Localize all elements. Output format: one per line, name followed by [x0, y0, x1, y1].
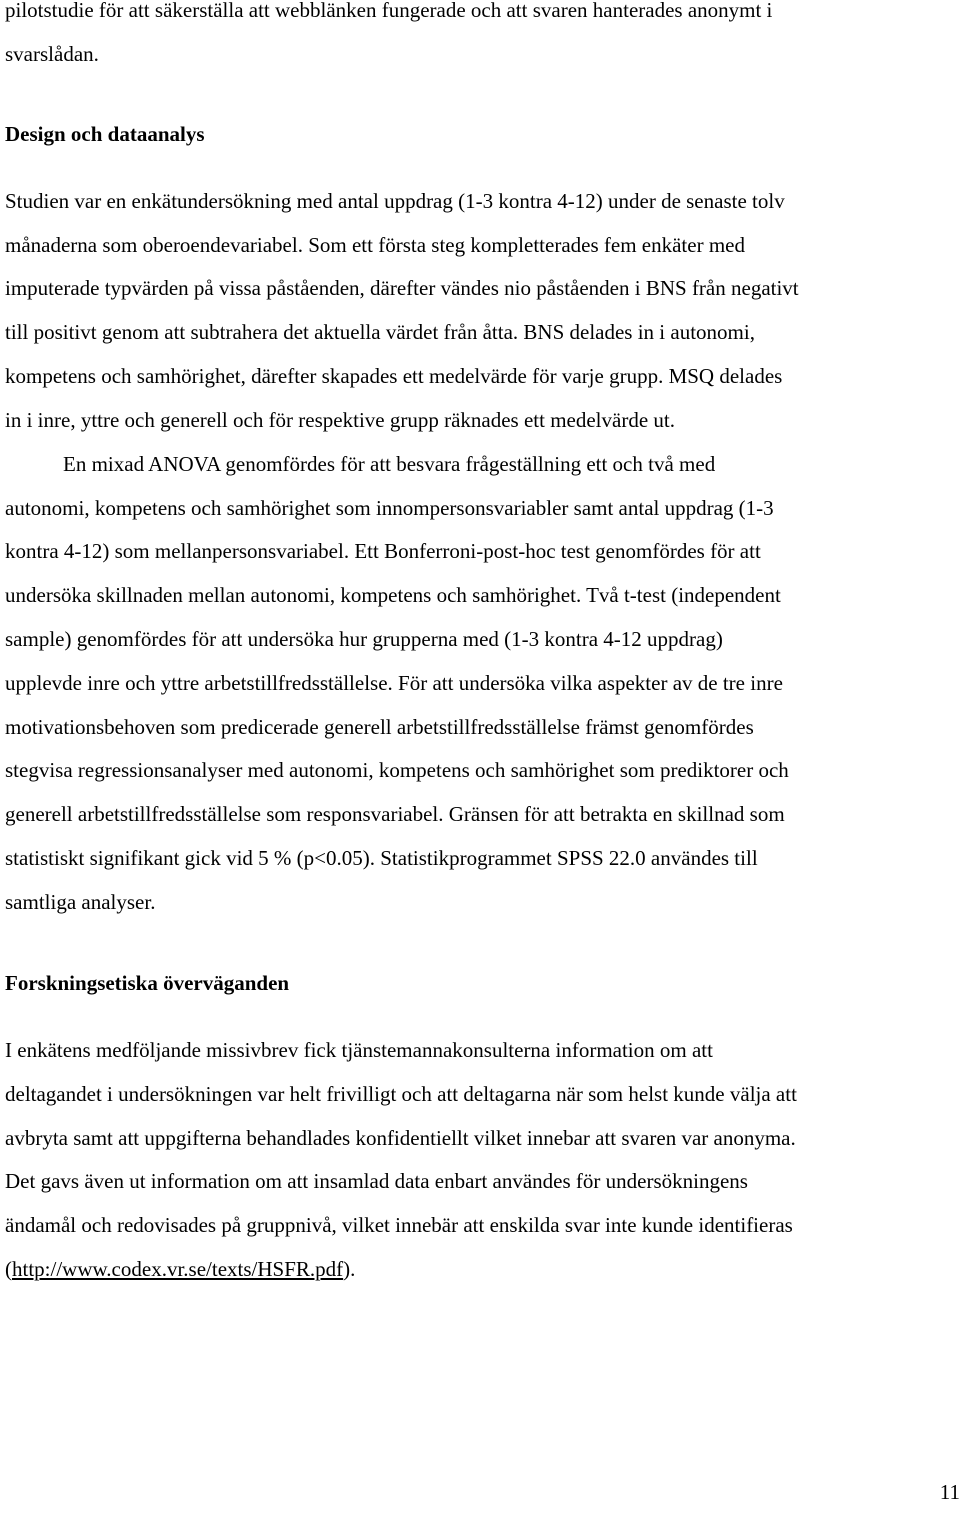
body-text-line: imputerade typvärden på vissa påståenden, därefter vändes nio påståenden i BNS från negativt: [5, 276, 799, 300]
section-heading-ethics: Forskningsetiska överväganden: [5, 971, 290, 995]
body-text-line: statistiskt signifikant gick vid 5 % (p<0.05). Statistikprogrammet SPSS 22.0 användes till: [5, 846, 758, 870]
body-text-line: kontra 4-12) som mellanpersonsvariabel. Ett Bonferroni-post-hoc test genomfördes för att: [5, 539, 761, 563]
body-text-line: kompetens och samhörighet, därefter skapades ett medelvärde för varje grupp. MSQ delades: [5, 364, 783, 388]
body-text-line: upplevde inre och yttre arbetstillfredsställelse. För att undersöka vilka aspekter av de tre inre: [5, 671, 783, 695]
body-text-line: motivationsbehoven som predicerade generell arbetstillfredsställelse främst genomfördes: [5, 715, 754, 739]
body-text-line: månaderna som oberoendevariabel. Som ett första steg kompletterades fem enkäter med: [5, 233, 745, 257]
body-text-line: sample) genomfördes för att undersöka hur grupperna med (1-3 kontra 4-12 uppdrag): [5, 627, 723, 651]
body-text-line: I enkätens medföljande missivbrev fick tjänstemannakonsulterna information om att: [5, 1038, 713, 1062]
body-text-line: Studien var en enkätundersökning med antal uppdrag (1-3 kontra 4-12) under de senaste tolv: [5, 189, 785, 213]
body-text-line: avbryta samt att uppgifterna behandlades konfidentiellt vilket innebar att svaren var anonyma.: [5, 1126, 796, 1150]
codex-link[interactable]: http://www.codex.vr.se/texts/HSFR.pdf: [12, 1257, 344, 1281]
body-text-line: pilotstudie för att säkerställa att webblänken fungerade och att svaren hanterades anonymt i: [5, 0, 773, 22]
page-number: 11: [939, 1480, 960, 1504]
body-text-line: stegvisa regressionsanalyser med autonomi, kompetens och samhörighet som prediktorer och: [5, 758, 789, 782]
citation-line: [5, 1255, 355, 1283]
body-text-line: Det gavs även ut information om att insamlad data enbart användes för undersökningens: [5, 1169, 748, 1193]
body-text-line: generell arbetstillfredsställelse som responsvariabel. Gränsen för att betrakta en skillnad som: [5, 802, 785, 826]
body-text-line: autonomi, kompetens och samhörighet som innompersonsvariabler samt antal uppdrag (1-3: [5, 496, 774, 520]
body-text-line: in i inre, yttre och generell och för respektive grupp räknades ett medelvärde ut.: [5, 408, 675, 432]
citation-close: ).: [343, 1257, 356, 1281]
citation-open-paren: (: [5, 1257, 12, 1281]
body-text-line: En mixad ANOVA genomfördes för att besvara frågeställning ett och två med: [63, 452, 716, 476]
section-heading-design: Design och dataanalys: [5, 122, 205, 146]
body-text-line: ändamål och redovisades på gruppnivå, vilket innebär att enskilda svar inte kunde identifieras: [5, 1213, 793, 1237]
body-text-line: deltagandet i undersökningen var helt frivilligt och att deltagarna när som helst kunde välja att: [5, 1082, 797, 1106]
body-text-line: undersöka skillnaden mellan autonomi, kompetens och samhörighet. Två t-test (independent: [5, 583, 781, 607]
body-text-line: samtliga analyser.: [5, 890, 156, 914]
body-text-line: svarslådan.: [5, 42, 99, 66]
body-text-line: till positivt genom att subtrahera det aktuella värdet från åtta. BNS delades in i autonomi,: [5, 320, 755, 344]
